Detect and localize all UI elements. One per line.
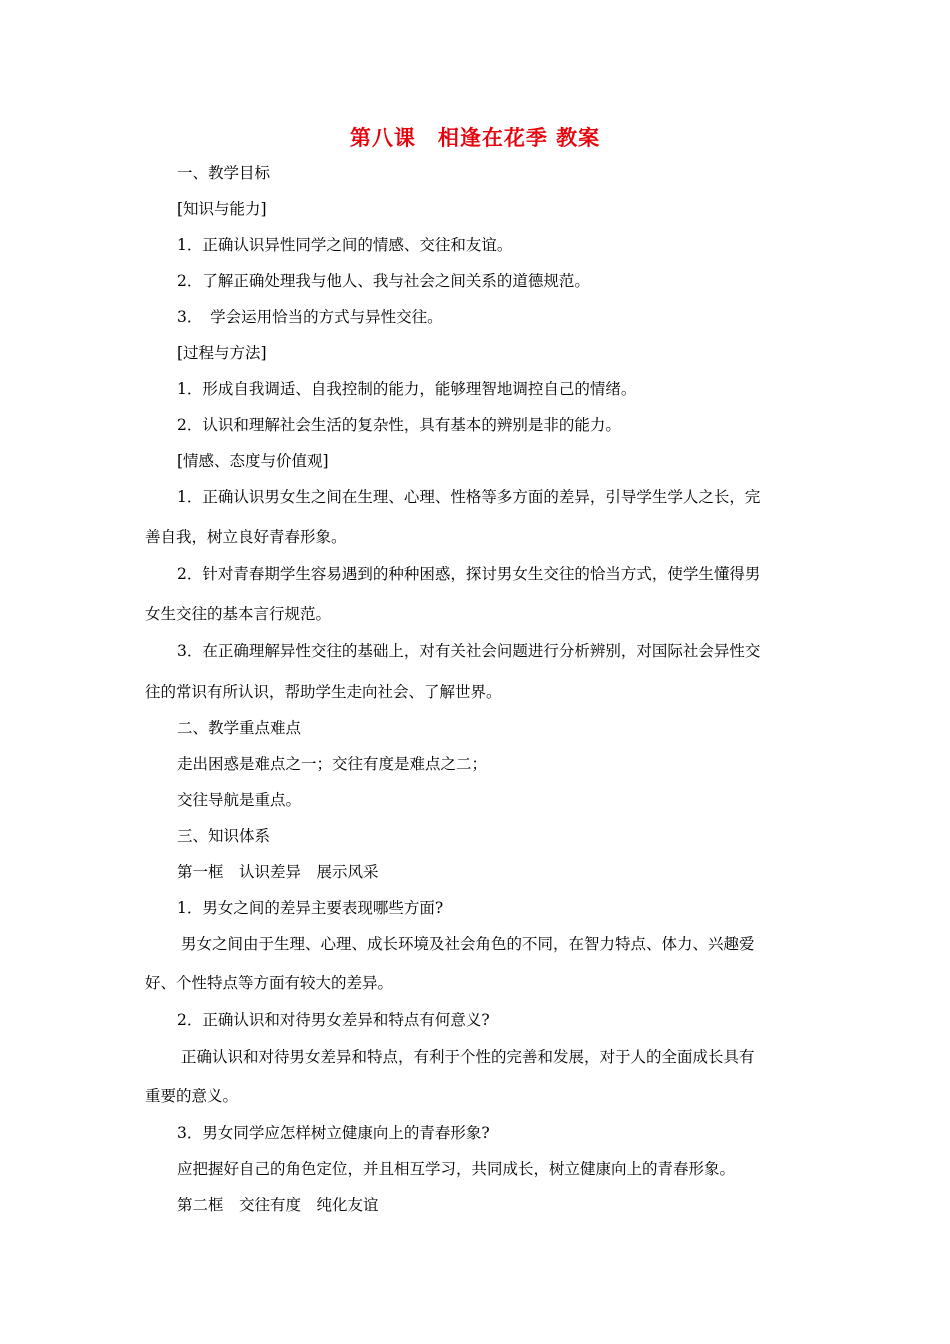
paragraph-line: 3． 学会运用恰当的方式与异性交往。	[177, 308, 443, 326]
paragraph-line: 正确认识和对待男女差异和特点，有利于个性的完善和发展，对于人的全面成长具有	[181, 1048, 755, 1066]
subheading-emotion: [情感、态度与价值观]	[177, 452, 329, 470]
question-line: 1．男女之间的差异主要表现哪些方面?	[177, 899, 444, 917]
subheading-frame-one: 第一框 认识差异 展示风采	[177, 863, 379, 881]
paragraph-line: 1．形成自我调适、自我控制的能力，能够理智地调控自己的情绪。	[177, 380, 637, 398]
paragraph-line: 往的常识有所认识，帮助学生走向社会、了解世界。	[145, 683, 502, 701]
paragraph-line: 好、个性特点等方面有较大的差异。	[145, 974, 394, 992]
section-heading-objectives: 一、教学目标	[177, 164, 271, 182]
subheading-frame-two: 第二框 交往有度 纯化友谊	[177, 1196, 379, 1214]
paragraph-line: 应把握好自己的角色定位，并且相互学习，共同成长，树立健康向上的青春形象。	[177, 1160, 736, 1178]
section-heading-keypoints: 二、教学重点难点	[177, 719, 302, 737]
question-line: 2．正确认识和对待男女差异和特点有何意义?	[177, 1011, 490, 1029]
paragraph-line: 重要的意义。	[145, 1087, 239, 1105]
paragraph-line: 1．正确认识异性同学之间的情感、交往和友谊。	[177, 236, 513, 254]
paragraph-line: 交往导航是重点。	[177, 791, 302, 809]
paragraph-line: 1．正确认识男女生之间在生理、心理、性格等多方面的差异，引导学生学人之长，完	[177, 488, 761, 506]
paragraph-line: 走出困惑是难点之一；交往有度是难点之二；	[177, 755, 488, 773]
subheading-knowledge: [知识与能力]	[177, 200, 267, 218]
paragraph-line: 2．针对青春期学生容易遇到的种种困惑，探讨男女生交往的恰当方式，使学生懂得男	[177, 565, 761, 583]
subheading-process: [过程与方法]	[177, 344, 267, 362]
paragraph-line: 女生交往的基本言行规范。	[145, 605, 332, 623]
paragraph-line: 2．了解正确处理我与他人、我与社会之间关系的道德规范。	[177, 272, 590, 290]
paragraph-line: 3．在正确理解异性交往的基础上，对有关社会问题进行分析辨别，对国际社会异性交	[177, 642, 761, 660]
question-line: 3．男女同学应怎样树立健康向上的青春形象?	[177, 1124, 490, 1142]
document-title: 第八课 相逢在花季 教案	[349, 125, 601, 150]
paragraph-line: 2．认识和理解社会生活的复杂性，具有基本的辨别是非的能力。	[177, 416, 621, 434]
paragraph-line: 善自我，树立良好青春形象。	[145, 528, 347, 546]
paragraph-line: 男女之间由于生理、心理、成长环境及社会角色的不同，在智力特点、体力、兴趣爱	[181, 935, 755, 953]
section-heading-knowledge-system: 三、知识体系	[177, 827, 271, 845]
